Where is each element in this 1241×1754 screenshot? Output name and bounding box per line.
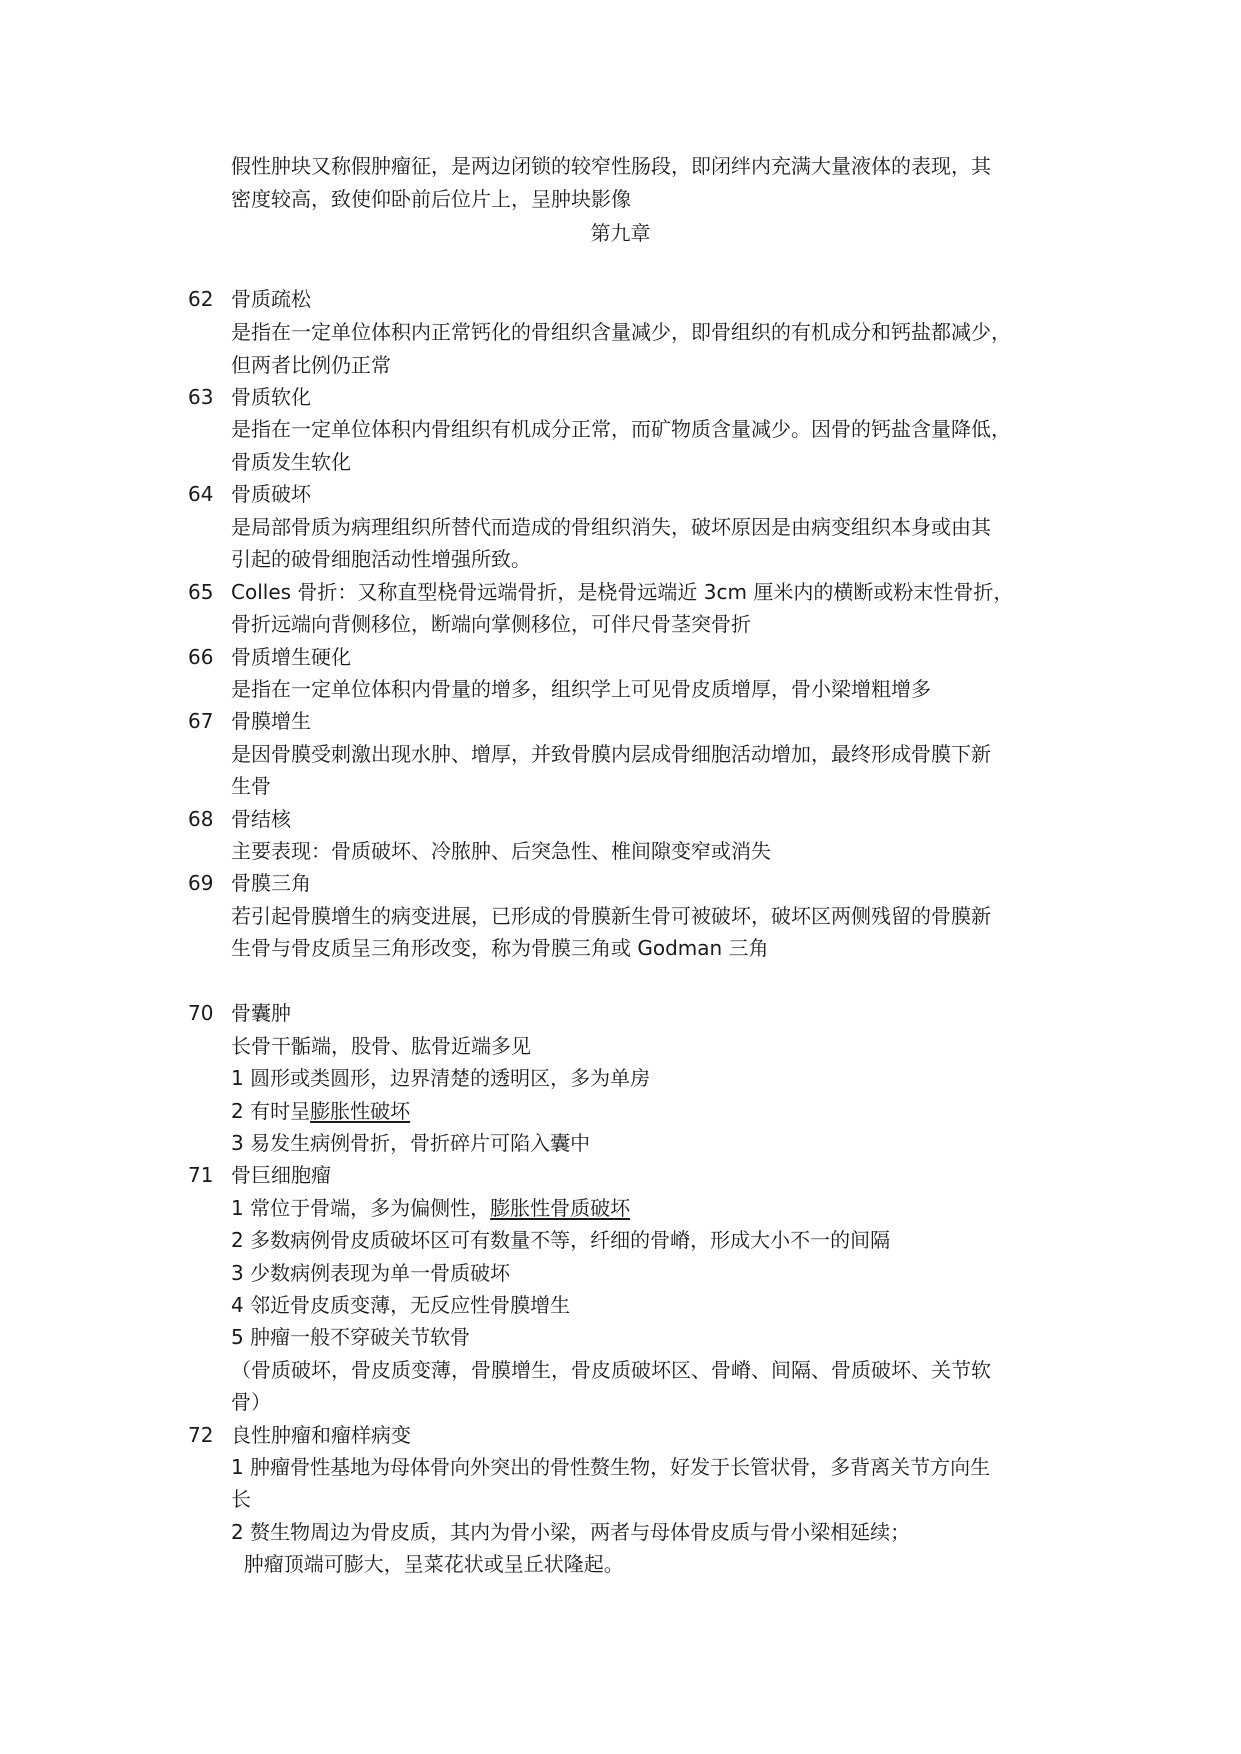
item-number: 71 [188, 1163, 214, 1187]
item-text: 2 多数病例骨皮质破坏区可有数量不等，纤细的骨嵴，形成大小不一的间隔 [231, 1228, 891, 1252]
item-title: 骨质疏松 [231, 287, 311, 311]
item-text: 是指在一定单位体积内骨组织有机成分正常，而矿物质含量减少。因骨的钙盐含量降低， [231, 417, 1011, 441]
item-text: 骨） [231, 1390, 271, 1414]
item-title: Colles 骨折：又称直型桡骨远端骨折，是桡骨远端近 3cm 厘米内的横断或粉末性骨折， [231, 580, 1014, 604]
item-number: 67 [188, 709, 214, 733]
item-title: 骨膜三角 [231, 871, 311, 895]
item-text: 生骨与骨皮质呈三角形改变，称为骨膜三角或 Godman 三角 [231, 936, 769, 960]
item-title: 骨囊肿 [231, 1001, 291, 1025]
item-text: 是指在一定单位体积内骨量的增多，组织学上可见骨皮质增厚，骨小梁增粗增多 [231, 677, 931, 701]
item-text: 骨质发生软化 [231, 450, 351, 474]
item-number: 66 [188, 645, 214, 669]
item-text: 引起的破骨细胞活动性增强所致。 [231, 547, 531, 571]
item-title: 骨质软化 [231, 385, 311, 409]
item-number: 65 [188, 580, 214, 604]
intro-line-2: 密度较高，致使仰卧前后位片上，呈肿块影像 [231, 187, 631, 211]
intro-line-1: 假性肿块又称假肿瘤征，是两边闭锁的较窄性肠段，即闭绊内充满大量液体的表现，其 [231, 154, 991, 178]
item-number: 69 [188, 871, 214, 895]
item-text: 是局部骨质为病理组织所替代而造成的骨组织消失，破坏原因是由病变组织本身或由其 [231, 515, 991, 539]
item-text: 生骨 [231, 774, 271, 798]
item-text: 4 邻近骨皮质变薄，无反应性骨膜增生 [231, 1293, 571, 1317]
underlined-term: 膨胀性破坏 [310, 1099, 411, 1123]
item-text: 骨折远端向背侧移位，断端向掌侧移位，可伴尺骨茎突骨折 [231, 612, 751, 636]
item-text: 3 少数病例表现为单一骨质破坏 [231, 1261, 511, 1285]
item-text: 若引起骨膜增生的病变进展，已形成的骨膜新生骨可被破坏，破坏区两侧残留的骨膜新 [231, 904, 991, 928]
item-text: 2 赘生物周边为骨皮质，其内为骨小梁，两者与母体骨皮质与骨小梁相延续； [231, 1520, 911, 1544]
item-text: 主要表现：骨质破坏、冷脓肿、后突急性、椎间隙变窄或消失 [231, 839, 771, 863]
underlined-term: 膨胀性骨质破坏 [490, 1196, 631, 1220]
item-text [231, 1193, 630, 1223]
item-text: 但两者比例仍正常 [231, 353, 391, 377]
item-number: 70 [188, 1001, 214, 1025]
item-text: 肿瘤顶端可膨大，呈菜花状或呈丘状隆起。 [231, 1552, 624, 1576]
item-number: 72 [188, 1423, 214, 1447]
item-text: 是指在一定单位体积内正常钙化的骨组织含量减少，即骨组织的有机成分和钙盐都减少， [231, 320, 1011, 344]
item-text: 是因骨膜受刺激出现水肿、增厚，并致骨膜内层成骨细胞活动增加，最终形成骨膜下新 [231, 742, 991, 766]
item-title: 骨质增生硬化 [231, 645, 351, 669]
text-span: 1 常位于骨端，多为偏侧性， [231, 1196, 491, 1220]
item-number: 63 [188, 385, 214, 409]
item-text: 3 易发生病例骨折，骨折碎片可陷入囊中 [231, 1131, 591, 1155]
chapter-title: 第九章 [590, 221, 651, 245]
item-number: 68 [188, 807, 214, 831]
item-text: 长骨干骺端，股骨、肱骨近端多见 [231, 1034, 531, 1058]
item-text: 1 圆形或类圆形，边界清楚的透明区，多为单房 [231, 1066, 651, 1090]
item-title: 骨结核 [231, 807, 291, 831]
item-number: 62 [188, 287, 214, 311]
text-span: 2 有时呈 [231, 1099, 311, 1123]
item-text: 5 肿瘤一般不穿破关节软骨 [231, 1325, 471, 1349]
item-title: 骨巨细胞瘤 [231, 1163, 331, 1187]
item-text [231, 1096, 410, 1126]
item-title: 良性肿瘤和瘤样病变 [231, 1423, 411, 1447]
item-title: 骨膜增生 [231, 709, 311, 733]
item-number: 64 [188, 482, 214, 506]
item-text: 1 肿瘤骨性基地为母体骨向外突出的骨性赘生物，好发于长管状骨，多背离关节方向生 [231, 1455, 991, 1479]
item-text: 长 [231, 1487, 251, 1511]
item-text: （骨质破坏，骨皮质变薄，骨膜增生，骨皮质破坏区、骨嵴、间隔、骨质破坏、关节软 [231, 1358, 991, 1382]
item-title: 骨质破坏 [231, 482, 311, 506]
